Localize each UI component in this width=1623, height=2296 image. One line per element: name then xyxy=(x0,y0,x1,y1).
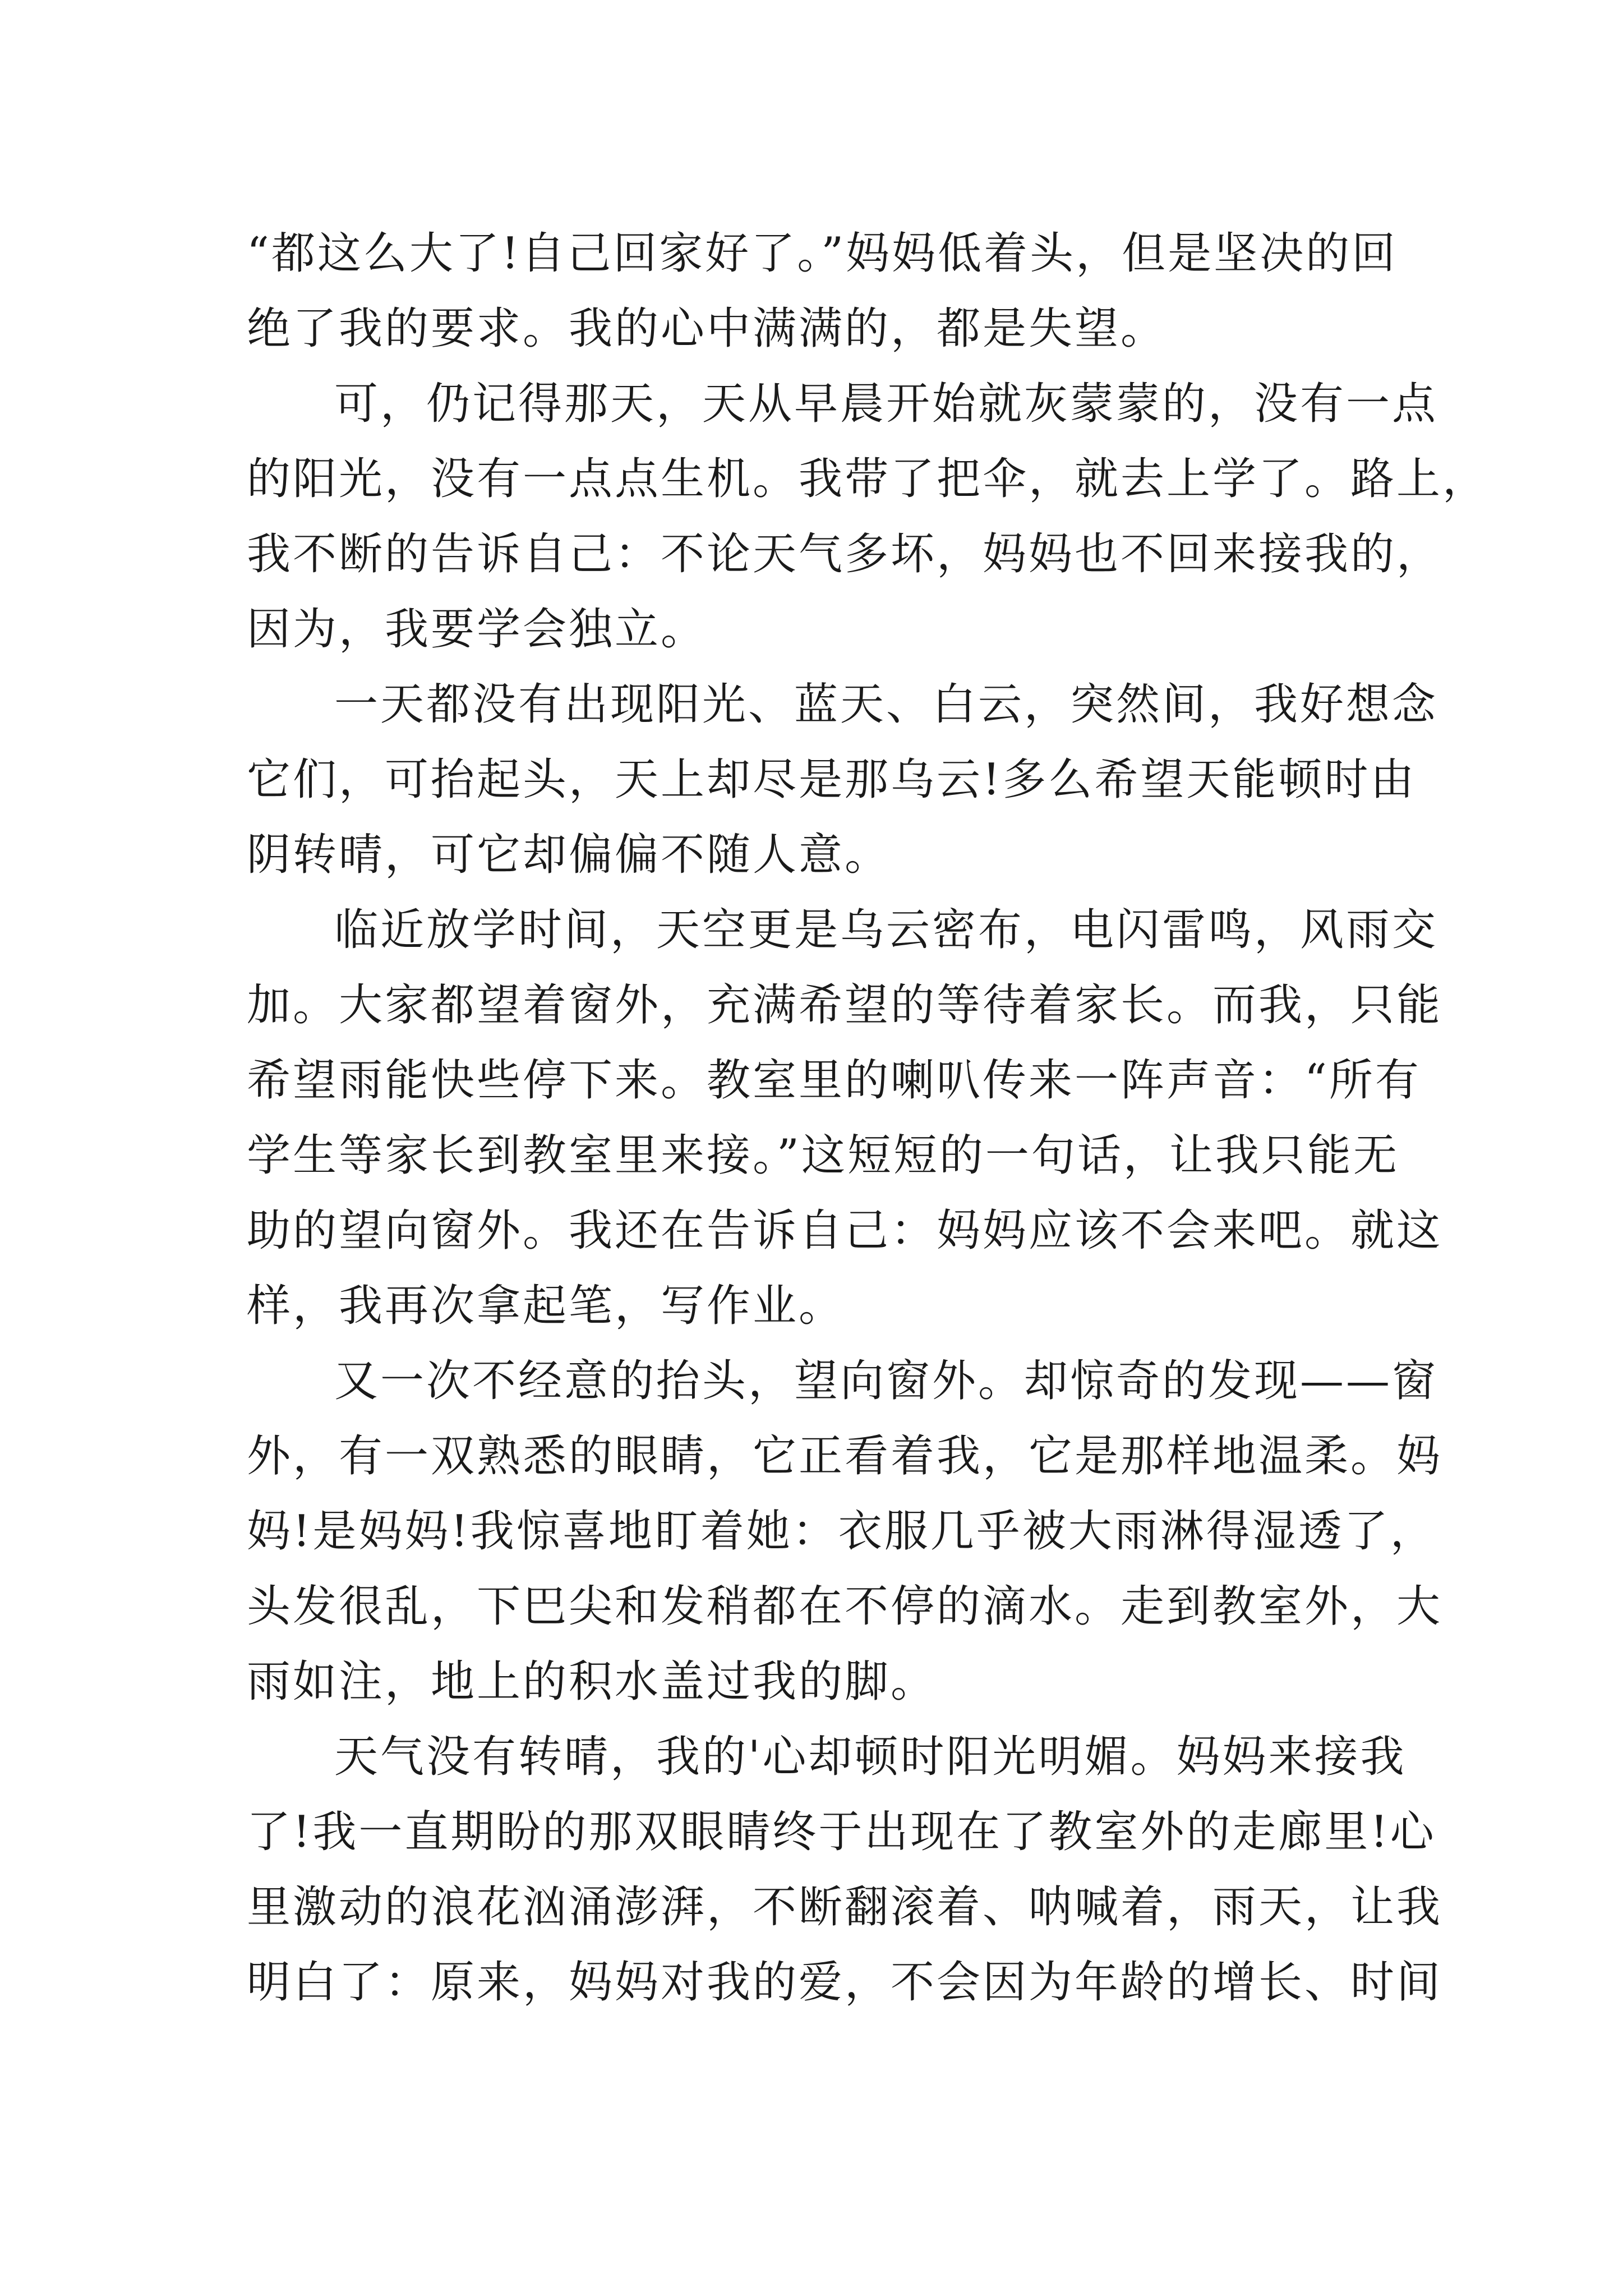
text-line: “都这么大了!自己回家好了。”妈妈低着头，但是坚决的回 xyxy=(247,228,1398,279)
text-line: 助的望向窗外。我还在告诉自己：妈妈应该不会来吧。就这 xyxy=(247,1205,1443,1256)
paragraph-first-line: 又一次不经意的抬头，望向窗外。却惊奇的发现——窗 xyxy=(334,1356,1438,1406)
text-line: 加。大家都望着窗外，充满希望的等待着家长。而我，只能 xyxy=(247,980,1443,1030)
text-line: 绝了我的要求。我的心中满满的，都是失望。 xyxy=(247,303,1167,354)
text-line: 了!我一直期盼的那双眼睛终于出现在了教室外的走廊里!心 xyxy=(247,1807,1436,1857)
text-line: 头发很乱，下巴尖和发稍都在不停的滴水。走到教室外，大 xyxy=(247,1581,1443,1632)
text-line: 我不断的告诉自己：不论天气多坏，妈妈也不回来接我的， xyxy=(247,529,1443,579)
paragraph-first-line: 临近放学时间，天空更是乌云密布，电闪雷鸣，风雨交 xyxy=(334,905,1438,955)
body-text xyxy=(247,216,1489,2020)
text-line: 因为，我要学会独立。 xyxy=(247,604,707,655)
text-line: 它们，可抬起头，天上却尽是那乌云!多么希望天能顿时由 xyxy=(247,754,1417,805)
paragraph-first-line: 一天都没有出现阳光、蓝天、白云，突然间，我好想念 xyxy=(334,679,1438,730)
text-line: 样，我再次拿起笔，写作业。 xyxy=(247,1281,845,1331)
text-line: 里激动的浪花汹涌澎湃，不断翻滚着、呐喊着，雨天，让我 xyxy=(247,1882,1443,1932)
text-line: 学生等家长到教室里来接。”这短短的一句话，让我只能无 xyxy=(247,1130,1399,1181)
text-line: 明白了：原来，妈妈对我的爱，不会因为年龄的增长、时间 xyxy=(247,1957,1443,2008)
text-line: 希望雨能快些停下来。教室里的喇叭传来一阵声音：“所有 xyxy=(247,1055,1421,1106)
text-line: 妈!是妈妈!我惊喜地盯着她：衣服几乎被大雨淋得湿透了， xyxy=(247,1506,1436,1557)
text-line: 阴转晴，可它却偏偏不随人意。 xyxy=(247,830,891,880)
paragraph-first-line: 天气没有转晴，我的'心却顿时阳光明媚。妈妈来接我 xyxy=(334,1732,1407,1782)
text-line: 的阳光，没有一点点生机。我带了把伞，就去上学了。路上， xyxy=(247,454,1489,504)
text-line: 外，有一双熟悉的眼睛，它正看着我，它是那样地温柔。妈 xyxy=(247,1431,1443,1481)
paragraph-first-line: 可，仍记得那天，天从早晨开始就灰蒙蒙的，没有一点 xyxy=(334,379,1438,429)
text-line: 雨如注，地上的积水盖过我的脚。 xyxy=(247,1657,937,1707)
